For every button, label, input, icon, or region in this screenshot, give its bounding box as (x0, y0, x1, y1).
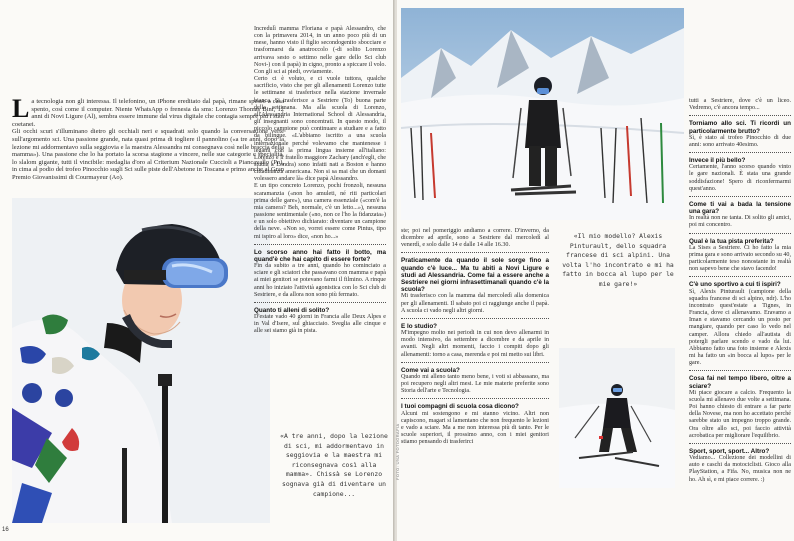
question-heading: Sport, sport, sport... Altro? (689, 447, 770, 455)
divider (689, 443, 791, 444)
pull-quote: «Il mio modello? Alexis Pinturault, dello squadra francese di sci alpini. Una volta l'ho incontrato e mi ha fatto in bocca al lupo per le mie gare!» (562, 232, 674, 288)
divider (254, 302, 386, 303)
answer-paragraph: Vediamo... Collezione dei modellini di auto e caschi da motociclisti. Gioco alla PlayStation, a Fifa. No, musica non ne ho. Ah sì, e mi piace correre. :) (689, 455, 791, 483)
intro-column (12, 94, 284, 201)
col2-paragraph-2: Certo ci è voluto, e ci vuole tuttora, qualche sacrificio, visto che per gli allenamenti Lorenzo tutte le settimane si trasferisce nella stazione invernale bianca. Si trasferisce a Sestriere (To) buona parte della settimana. Ma alla scuola di Lorenzo, all'Alessandria International School di Alessandria, gli insegnanti sono concentrati. In questo modo, il piccolo campione può continuare a studiare e a fatto da bilingue. «L'abbiamo iscritto a una scuola internazionale perché volevamo che mantenesse i legami con la prima lingua insieme all'italiano: Lorenzo e il fratello maggiore Zachary (anch'egli, che studia a Londra) sono infatti nati a Boston e hanno cittadinanza americana. Non si sa mai che un domani volessero andare là» dice papà Alessandro. (254, 76, 386, 183)
question-heading: Torniamo allo sci. Ti ricordi un particolarmente brutto? (689, 120, 791, 135)
question-heading: Quanto ti alleni di solito? (254, 306, 330, 314)
question-heading: Praticamente da quando il sole sorge fino a quando c'è luce... Ma tu abiti a Novi Ligure e studi ad Alessandria. Come fai a essere anche a Sestriere nei giorni infrasettimanali quando c'è la scuola? (401, 257, 549, 294)
photo-credit: FOTO: UNA FOTOGRAFIA (395, 423, 400, 480)
col2-paragraph: tutti a Sestriere, dove c'è un liceo. Vedremo, c'è ancora tempo... (689, 98, 791, 112)
skier-portrait-photo (12, 198, 270, 523)
question-heading: Invece il più bello? (689, 157, 746, 165)
question-heading: Lo scorso anno hai fatto il botto, ma quand'è che hai capito di essere forte? (254, 248, 386, 263)
left-page (0, 0, 394, 541)
right-page (397, 0, 794, 541)
right-text-column-2 (689, 98, 791, 534)
divider (689, 152, 791, 153)
question-heading: Qual è la tua pista preferita? (689, 237, 774, 245)
answer-paragraph: Certamente, l'anno scorso quando vinto le gare nazionali. È stata una grande soddisfazione! Spero di riconfermarmi quest'anno. (689, 164, 791, 192)
divider (689, 115, 791, 116)
divider (689, 276, 791, 277)
divider (689, 370, 791, 371)
question-heading: I tuoi compagni di scuola cosa dicono? (401, 403, 519, 411)
question-heading: Cosa fai nel tempo libero, oltre a sciare? (689, 375, 791, 390)
col1-paragraph: ste; poi nel pomeriggio andiamo a correre. D'inverno, da dicembre ad aprile, sono a Sestriere dal mercoledì al venerdì, e solo dalle 14 e dalle 14 alle 16.30. (401, 228, 549, 249)
answer-paragraph: In realtà non ne tanta. Di solito gli amici, poi mi concentro. (689, 215, 791, 229)
question-heading: C'è uno sportivo a cui ti ispiri? (689, 281, 781, 289)
answer-paragraph: D'estate vado 40 giorni in Francia alle Deux Alpes e in Val d'Isere, sul ghiacciaio. Sveglia alle cinque e alle sei siamo già in pista. (254, 314, 386, 335)
pull-quote: «A tre anni, dopo la lezione di sci, mi addormentavo in seggiovia e la maestra mi riconsegnava così alla mamma». Chissà se Lorenzo sognava già di diventare un campione... (280, 432, 388, 498)
question-heading: Come ti vai a bada la tensione una gara? (689, 200, 791, 216)
answer-paragraph: Mi trasferisco con la mamma dal mercoledì alla domenica per gli allenamenti. Il sabato poi ci raggiunge anche il papà. A scuola ci vado negli altri giorni. (401, 293, 549, 314)
question-heading: Come vai a scuola? (401, 366, 460, 374)
skier-portrait-illustration (12, 198, 270, 523)
intro-paragraph-2: Gli occhi scuri s'illuminano dietro gli occhiali neri e squadrati solo quando la conversazione verte sull'argomento sci. Una passione grande, nata quasi prima di togliere il pannolino («a tre anni, dopo la lezione mi addormentavo sulla seggiovia e la maestra Alessandra mi consegnava così nelle braccia della mamma»). Una passione che lo ha portato la scorsa stagione a vincere, nelle sue categorie e specialità, lo slalom gigante, tutti il vincibile: medaglia d'oro al Criterium Nazionale Cuccioli a Piancavallo (Pn), in cima al podio del trofeo Pinocchio sugli Sci sulle piste dell'Abetone in Toscana e primo anche al Gran Premio Giovanissimi di Courmayeur (Ao). (12, 128, 284, 181)
col2-paragraph-1: Incredulì mamma Floriana e papà Alessandro, che con la primavera 2014, in un anno poco più di un mese, hanno visto il figlio secondogenito sbocciare e trasformarsi da anatroccolo (-di solito Lorenzo arrivava sesto o settimo nelle gare dello Sci club Novi-) con il papà) in cigno, pronto a spiccare il volo. Con gli sci ai piedi, ovviamente. (254, 26, 386, 75)
divider (689, 196, 791, 197)
answer-paragraph: Alcuni mi sostengono e mi stanno vicino. Altri non capiscono, magari si lamentano che non frequento le lezioni e vado a sciare. Ma a me non interessa più di tanto. Per le scuole superiori, il prossimo anno, con i miei genitori stiamo pensando di trasferirci (401, 410, 549, 446)
mountain-ski-illustration (401, 8, 684, 220)
right-text-column-1 (401, 228, 549, 528)
small-skier-illustration (559, 348, 675, 488)
divider (401, 398, 549, 399)
page-number: 16 (2, 527, 9, 533)
answer-paragraph: Sì, è stato al trofeo Pinocchio di due anni: sono arrivato 40esimo. (689, 134, 791, 148)
question-heading: E lo studio? (401, 322, 438, 330)
answer-paragraph: Mi piace giocare a calcio. Frequento la scuola mi allenavo due volte a settimana. Poi hanno chiesto di entrare a far parte della Novese, ma non ho accettato perché sarebbe stato un impegno troppo grande. Ora oltre allo sci, poi faccio attività acrobatica per migliorare l'equilibrio. (689, 389, 791, 439)
divider (689, 233, 791, 234)
divider (401, 252, 549, 253)
answer-paragraph: M'impegno molto nei periodi in cui non devo allenarmi in modo intensivo, da settembre a dicembre e da aprile in avanti. Negli altri momenti, faccio i compiti dopo gli allenamenti: torno a casa, merenda e poi mi metto sui libri. (401, 330, 549, 358)
answer-paragraph: Fin da subito a tre anni, quando ho cominciato a sciare e gli sciatori che passavano con mamma e papà ai miei genitori se potevano farmi il filmino. A rinque anni ho iniziato l'attività agonistica con lo Sci club di Sestriere, e da allora non sono più fermato. (254, 263, 386, 298)
col2-paragraph-3: E un tipo concreto Lorenzo, pochi fronzoli, nessuna scaramanzia («non ho amuleti, né riti particolari prima delle gare»), una camera essenziale («com'è la mia camera? Beh, normale, c'è un letto...»), nessuna passione sentimentale («no, non ce l'ho la fidanzata») e un solo obiettivo dichiarato: diventare un campione della neve. «Non so, vorrei essere come Pintus, tipo mi ispiro al loro» dice, «non ho...» (254, 183, 386, 240)
divider (401, 318, 549, 319)
answer-paragraph: Sì, Alexis Pinturault (campione della squadra francese di sci alpino, ndr). L'ho incontrato quest'estate a Tignes, in Francia, dove ci allenavamo. Eravamo a Iman e stavamo cercando un posto per mangiare, quando per caso lo vedo nel camper. Allora chiedo all'autista di potergli parlare scendo e vado da lui. Abbiamo fatto una foto insieme e Alexis mi ha fatto un «in bocca al lupo» per le gare. (689, 288, 791, 367)
divider (254, 244, 386, 245)
answer-paragraph: La Sises a Sestriere. Ci ho fatto la mia prima gara e sono arrivato secondo su 40, particolarmente teso nonostante in realtà non sapevo bene che stavo facendo! (689, 244, 791, 273)
mountain-ski-photo (401, 8, 684, 220)
answer-paragraph: Quando mi alleno tanto meno bene, i voti si abbassano, ma poi recupero negli altri mesi. Le mie materie preferite sono Storia dell'arte e Tecnologia. (401, 373, 549, 395)
intro-paragraph: a tecnologia non gli interessa. Il telefonino, un iPhone ereditato dal papà, rimane spesso a casa spento, così come il computer. Niente WhatsApp o frenesia da sms: Lorenzo Thomas Bini, 12 anni di Novi Ligure (Al), sembra essere immune dal virus digitale che contagia sempre più i suoi coetanei. (12, 98, 284, 128)
small-skier-photo (559, 348, 675, 488)
dropcap: L (12, 94, 30, 123)
divider (401, 362, 549, 363)
